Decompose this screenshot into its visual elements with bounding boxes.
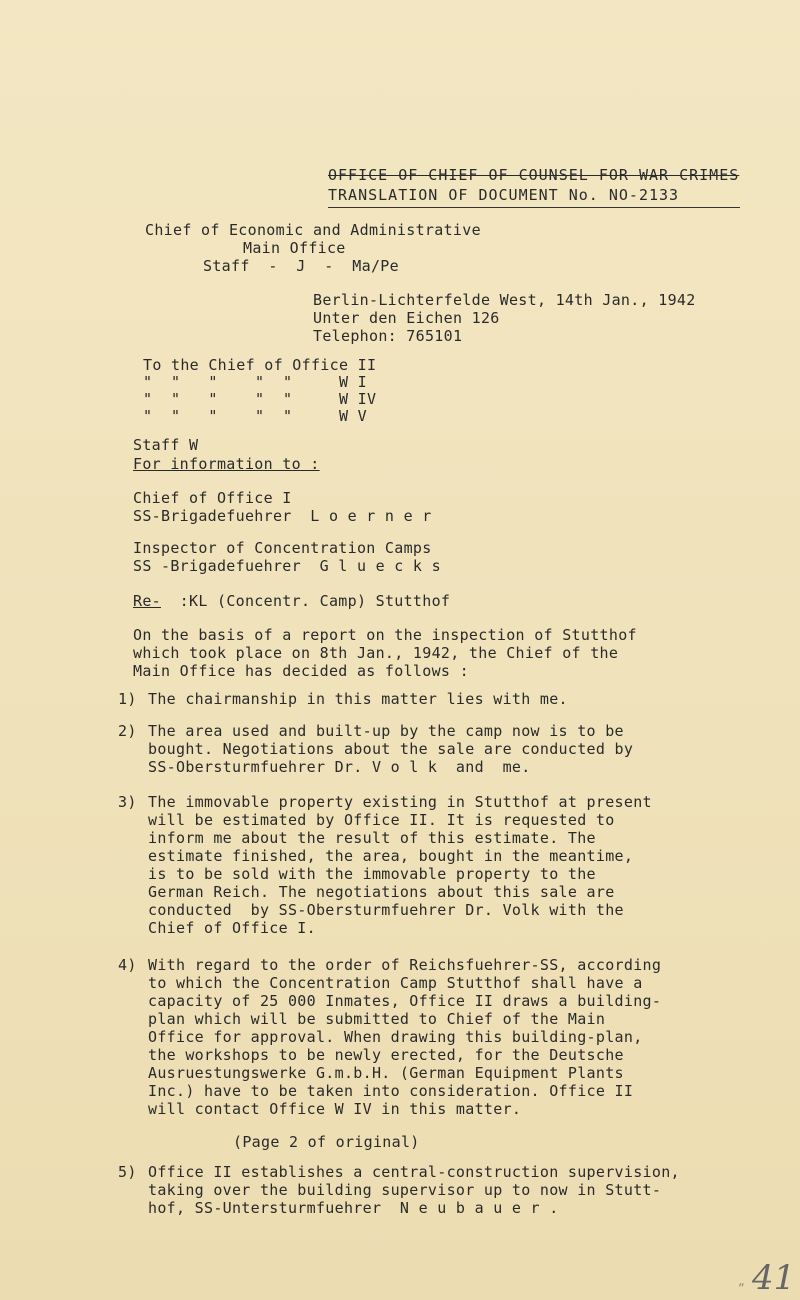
intro-line-2: which took place on 8th Jan., 1942, the Chief of the	[133, 644, 619, 662]
subject-line	[133, 593, 450, 609]
recipient-line-3: " " " " " W IV	[143, 390, 377, 408]
address-line: Unter den Eichen 126	[313, 309, 500, 327]
information-label: For information to :	[133, 455, 320, 473]
intro-line-1: On the basis of a report on the inspection of Stutthof	[133, 626, 637, 644]
telephone-line: Telephon: 765101	[313, 327, 463, 345]
sender-line-3: Staff - J - Ma/Pe	[203, 257, 399, 275]
page-note: (Page 2 of original)	[233, 1133, 420, 1151]
point-3-line-3: inform me about the result of this estimate. The	[148, 829, 596, 847]
point-3-line-1: The immovable property existing in Stutthof at present	[148, 793, 652, 811]
point-4-line-9: will contact Office W IV in this matter.	[148, 1100, 522, 1118]
point-4-line-2: to which the Concentration Camp Stutthof shall have a	[148, 974, 643, 992]
point-2-line-1: The area used and built-up by the camp now is to be	[148, 722, 624, 740]
chief-office-i: Chief of Office I	[133, 489, 292, 507]
loerner-line: SS-Brigadefuehrer L o e r n e r	[133, 507, 432, 525]
point-3-line-2: will be estimated by Office II. It is requested to	[148, 811, 615, 829]
subject-text: :KL (Concentr. Camp) Stutthof	[161, 592, 451, 610]
point-5-number: 5)	[118, 1163, 137, 1181]
point-2-number: 2)	[118, 722, 137, 740]
handwritten-page-number: 41	[752, 1258, 796, 1298]
subject-label: Re-	[133, 592, 161, 610]
point-5-line-3: hof, SS-Untersturmfuehrer N e u b a u e r .	[148, 1199, 559, 1217]
sender-line-2: Main Office	[243, 239, 346, 257]
point-3-line-6: German Reich. The negotiations about this sale are	[148, 883, 615, 901]
recipient-line-1: To the Chief of Office II	[143, 356, 377, 374]
office-header: OFFICE OF CHIEF OF COUNSEL FOR WAR CRIMES	[328, 166, 740, 184]
intro-line-3: Main Office has decided as follows :	[133, 662, 469, 680]
point-4-line-5: Office for approval. When drawing this building-plan,	[148, 1028, 643, 1046]
point-4-line-1: With regard to the order of Reichsfuehrer-SS, according	[148, 956, 662, 974]
point-4-line-8: Inc.) have to be taken into consideration. Office II	[148, 1082, 634, 1100]
staff-w: Staff W	[133, 436, 199, 454]
point-4-number: 4)	[118, 956, 137, 974]
gluecks-line: SS -Brigadefuehrer G l u e c k s	[133, 557, 441, 575]
point-4-line-7: Ausruestungswerke G.m.b.H. (German Equipment Plants	[148, 1064, 624, 1082]
point-3-line-4: estimate finished, the area, bought in the meantime,	[148, 847, 634, 865]
margin-mark: „	[738, 1275, 745, 1288]
point-3-line-5: is to be sold with the immovable property to the	[148, 865, 596, 883]
place-date-line: Berlin-Lichterfelde West, 14th Jan., 1942	[313, 291, 696, 309]
point-4-line-3: capacity of 25 000 Inmates, Office II draws a building-	[148, 992, 662, 1010]
point-1-line-1: The chairmanship in this matter lies with me.	[148, 690, 568, 708]
translation-header: TRANSLATION OF DOCUMENT No. NO-2133	[328, 186, 680, 204]
point-2-line-3: SS-Obersturmfuehrer Dr. V o l k and me.	[148, 758, 531, 776]
point-2-line-2: bought. Negotiations about the sale are conducted by	[148, 740, 634, 758]
point-3-line-8: Chief of Office I.	[148, 919, 316, 937]
point-4-line-6: the workshops to be newly erected, for the Deutsche	[148, 1046, 624, 1064]
point-4-line-4: plan which will be submitted to Chief of the Main	[148, 1010, 606, 1028]
point-3-line-7: conducted by SS-Obersturmfuehrer Dr. Volk with the	[148, 901, 624, 919]
sender-line-1: Chief of Economic and Administrative	[145, 221, 481, 239]
inspector-line: Inspector of Concentration Camps	[133, 539, 432, 557]
point-3-number: 3)	[118, 793, 137, 811]
point-5-line-1: Office II establishes a central-construction supervision,	[148, 1163, 680, 1181]
point-1-number: 1)	[118, 690, 137, 708]
point-5-line-2: taking over the building supervisor up to now in Stutt-	[148, 1181, 662, 1199]
recipient-line-2: " " " " " W I	[143, 373, 367, 391]
recipient-line-4: " " " " " W V	[143, 407, 367, 425]
header-underline	[328, 207, 740, 208]
